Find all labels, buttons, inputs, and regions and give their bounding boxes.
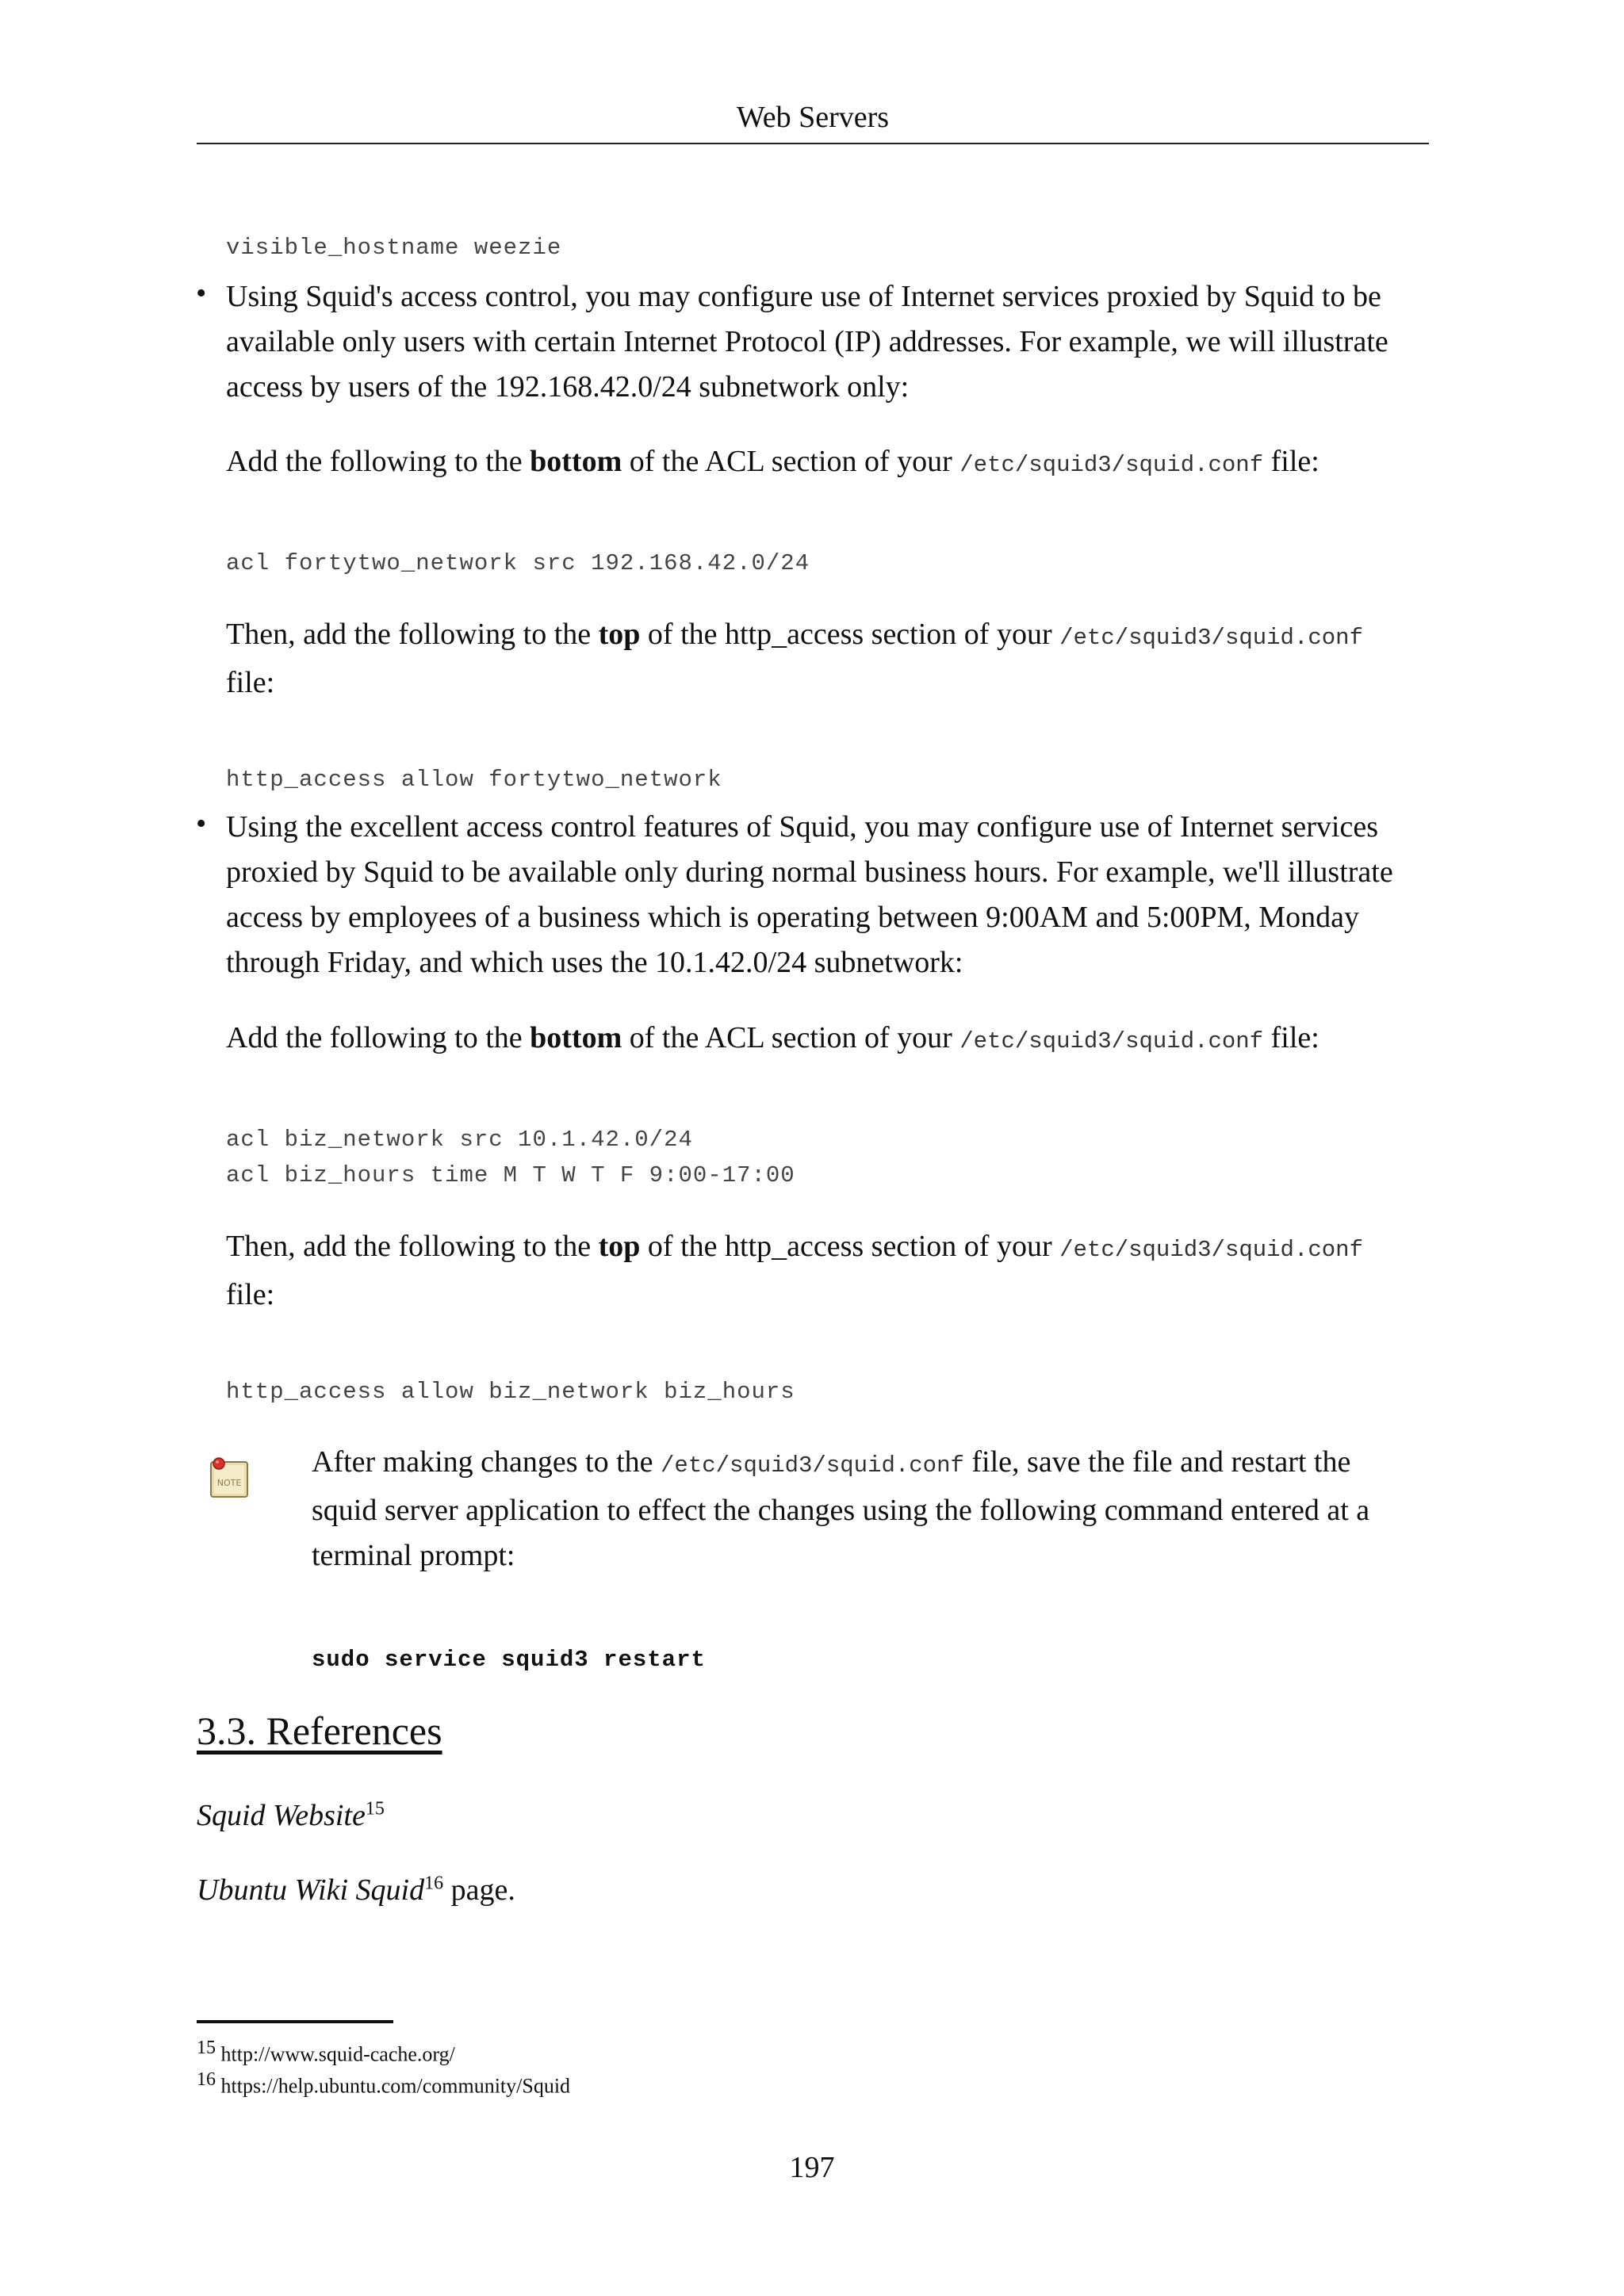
config-path: /etc/squid3/squid.conf [959, 1028, 1264, 1054]
text: file: [226, 666, 275, 699]
text: page. [443, 1873, 515, 1907]
code-http-access-fortytwo: http_access allow fortytwo_network [226, 767, 722, 793]
restart-command: sudo service squid3 restart [312, 1647, 706, 1673]
text: Then, add the following to the [226, 1230, 599, 1263]
config-path: /etc/squid3/squid.conf [1059, 1237, 1363, 1263]
text: Then, add the following to the [226, 618, 599, 651]
code-acl-biz-hours: acl biz_hours time M T W T F 9:00-17:00 [226, 1162, 795, 1188]
reference-link-text[interactable]: Ubuntu Wiki Squid [197, 1873, 425, 1907]
section-heading: 3.3. References [197, 1709, 442, 1753]
footnote-rule [197, 2020, 393, 2023]
reference-squid-website[interactable] [197, 1798, 385, 1833]
instruction-add-bottom-1 [226, 439, 1320, 488]
running-header: Web Servers [736, 101, 890, 134]
footnote-url[interactable]: http://www.squid-cache.org/ [220, 2042, 455, 2066]
bullet-1-line-3: access by users of the 192.168.42.0/24 subnetwork only: [226, 370, 910, 404]
text: of the http_access section of your [640, 1230, 1060, 1263]
code-http-access-biz: http_access allow biz_network biz_hours [226, 1379, 795, 1405]
footnote-number: 16 [197, 2069, 216, 2090]
footnote-16 [197, 2064, 570, 2102]
instruction-add-bottom-2 [226, 1016, 1320, 1064]
header-rule [197, 143, 1429, 144]
note-icon [208, 1456, 252, 1500]
bullet-2-line-2: proxied by Squid to be available only during normal business hours. For example, we'll illustrate [226, 855, 1393, 889]
bullet-2-line-3: access by employees of a business which is operating between 9:00AM and 5:00PM, Monday [226, 901, 1359, 934]
page-number: 197 [789, 2151, 835, 2184]
text: file: [226, 1278, 275, 1311]
config-path: /etc/squid3/squid.conf [1059, 625, 1363, 651]
text: squid server application to effect the changes using the following command entered at a [312, 1494, 1370, 1527]
text: of the ACL section of your [622, 1021, 960, 1054]
reference-link-text[interactable]: Squid Website [197, 1799, 366, 1832]
reference-ubuntu-wiki[interactable] [197, 1873, 515, 1908]
text: terminal prompt: [312, 1539, 515, 1572]
footnote-url[interactable]: https://help.ubuntu.com/community/Squid [220, 2074, 571, 2098]
text: of the ACL section of your [622, 445, 960, 478]
code-visible-hostname: visible_hostname weezie [226, 235, 562, 261]
bullet-marker: • [196, 277, 207, 310]
bold-keyword: top [598, 1230, 641, 1263]
instruction-then-top-2 [226, 1224, 1363, 1318]
text: After making changes to the [312, 1445, 661, 1479]
text: Add the following to the [226, 1021, 530, 1054]
footnote-number: 15 [197, 2038, 216, 2058]
bold-keyword: bottom [530, 445, 622, 478]
footnote-ref: 15 [365, 1798, 385, 1820]
text: file: [1263, 445, 1320, 478]
code-acl-fortytwo: acl fortytwo_network src 192.168.42.0/24 [226, 550, 810, 576]
note-paragraph [312, 1440, 1369, 1578]
config-path: /etc/squid3/squid.conf [661, 1452, 964, 1479]
config-path: /etc/squid3/squid.conf [959, 452, 1264, 478]
text: file, save the file and restart the [963, 1445, 1351, 1479]
bullet-1-line-2: available only users with certain Internet Protocol (IP) addresses. For example, we will illustrate [226, 325, 1388, 358]
bullet-2-paragraph [226, 805, 1431, 985]
text: Add the following to the [226, 445, 530, 478]
text: of the http_access section of your [640, 618, 1060, 651]
instruction-then-top-1 [226, 612, 1363, 706]
bold-keyword: top [598, 618, 641, 651]
footnote-ref: 16 [424, 1873, 444, 1894]
code-acl-biz-network: acl biz_network src 10.1.42.0/24 [226, 1127, 693, 1153]
bullet-1-paragraph [226, 274, 1431, 410]
bullet-2-line-1: Using the excellent access control features of Squid, you may configure use of Internet services [226, 810, 1378, 844]
note-icon-label: NOTE [216, 1478, 242, 1488]
bold-keyword: bottom [530, 1021, 622, 1054]
bullet-marker: • [196, 807, 207, 840]
bullet-1-line-1: Using Squid's access control, you may configure use of Internet services proxied by Squid to be [226, 280, 1381, 313]
text: file: [1263, 1021, 1320, 1054]
bullet-2-line-4: through Friday, and which uses the 10.1.42.0/24 subnetwork: [226, 946, 963, 979]
